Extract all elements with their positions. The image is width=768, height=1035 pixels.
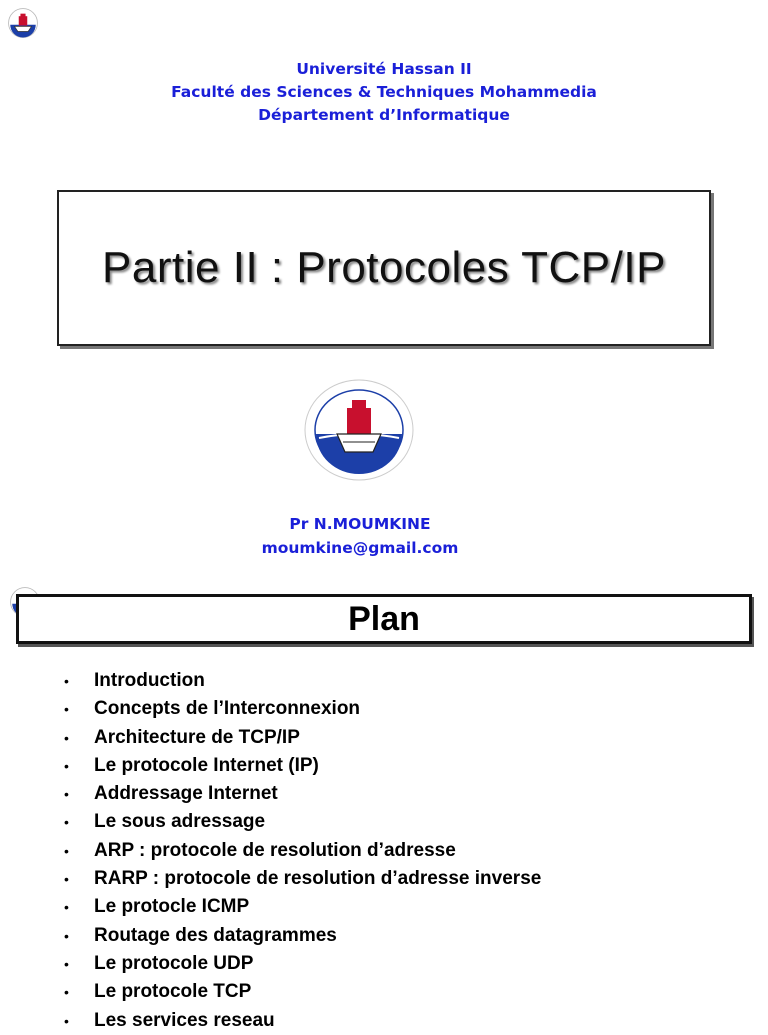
university-logo-large-icon	[303, 378, 415, 482]
plan-heading-box	[16, 594, 752, 644]
list-item-label: Routage des datagrammes	[94, 924, 337, 946]
list-item-label: Addressage Internet	[94, 783, 278, 805]
list-item-label: Le protocle ICMP	[94, 896, 250, 918]
bullet-icon: •	[64, 871, 69, 888]
list-item-label: Les services reseau	[94, 1009, 275, 1031]
bullet-icon: •	[64, 955, 69, 972]
title-box	[57, 190, 711, 346]
list-item-label: Le protocole TCP	[94, 981, 252, 1003]
department-name: Département d’Informatique	[258, 106, 510, 124]
list-item-label: ARP : protocole de resolution d’adresse	[94, 839, 456, 861]
page-title: Partie II : Protocoles TCP/IP	[102, 243, 666, 292]
bullet-icon: •	[64, 729, 69, 746]
bullet-icon: •	[64, 814, 69, 831]
list-item-label: Le protocole UDP	[94, 952, 254, 974]
institution-header	[0, 58, 768, 127]
plan-heading: Plan	[348, 599, 420, 638]
list-item-label: Concepts de l’Interconnexion	[94, 698, 361, 720]
list-item-label: Le sous adressage	[94, 811, 266, 833]
bullet-icon: •	[64, 673, 69, 689]
author-name: Pr N.MOUMKINE	[289, 515, 431, 533]
bullet-icon: •	[64, 786, 69, 803]
bullet-icon: •	[64, 927, 69, 944]
list-item-label: RARP : protocole de resolution d’adresse inverse	[94, 868, 542, 890]
university-logo-icon	[6, 6, 40, 40]
bullet-icon: •	[64, 899, 69, 916]
author-email[interactable]: moumkine@gmail.com	[261, 539, 459, 557]
author-block	[0, 512, 720, 560]
list-item-label: Architecture de TCP/IP	[94, 726, 300, 748]
bullet-icon: •	[64, 842, 69, 859]
list-item-label: Le protocole Internet (IP)	[94, 754, 319, 776]
bullet-icon: •	[64, 757, 69, 774]
bullet-icon: •	[64, 701, 69, 718]
bullet-icon: •	[64, 984, 69, 1001]
bullet-icon: •	[64, 1012, 69, 1029]
faculty-name: Faculté des Sciences & Techniques Mohammedia	[171, 83, 597, 101]
list-item-label: Introduction	[94, 670, 205, 691]
university-name: Université Hassan II	[296, 60, 472, 78]
